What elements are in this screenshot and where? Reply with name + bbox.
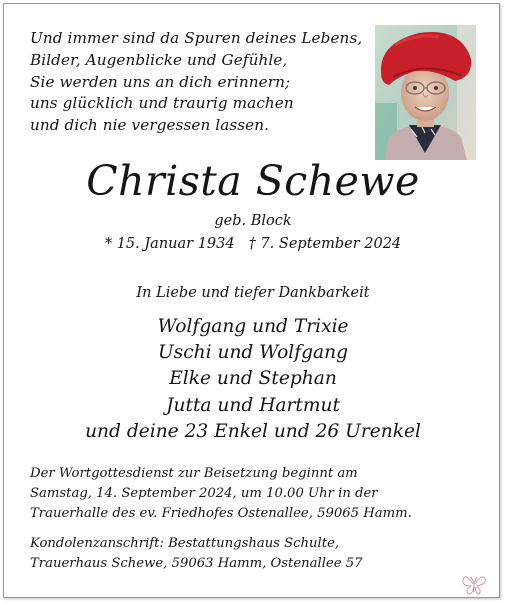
mourner-line: Uschi und Wolfgang	[158, 342, 348, 364]
poem	[30, 28, 362, 137]
poem-line: Bilder, Augenblicke und Gefühle,	[30, 50, 288, 69]
poem-line: Und immer sind da Spuren deines Lebens,	[30, 29, 363, 47]
condolence-line: Trauerhaus Schewe, 59063 Hamm, Ostenallee 57	[30, 556, 363, 571]
deceased-name: Christa Schewe	[86, 157, 420, 205]
service-line: Trauerhalle des ev. Friedhofes Ostenallee, 59065 Hamm.	[30, 506, 412, 521]
condolence-address	[30, 534, 363, 574]
mourner-line: Elke und Stephan	[169, 368, 337, 390]
death-date: † 7. September 2024	[248, 236, 402, 252]
mourner-line: und deine 23 Enkel und 26 Urenkel	[85, 420, 421, 442]
butterfly-icon	[459, 568, 489, 596]
service-line: Der Wortgottesdienst zur Beisetzung beginnt am	[30, 466, 358, 481]
portrait-photo	[375, 25, 476, 160]
life-dates	[0, 236, 506, 252]
dedication-line: In Liebe und tiefer Dankbarkeit	[136, 285, 370, 301]
birth-name: geb. Block	[214, 213, 292, 229]
mourners-list	[0, 314, 506, 445]
poem-line: uns glücklich und traurig machen	[30, 94, 294, 113]
service-notice	[30, 464, 412, 524]
service-line: Samstag, 14. September 2024, um 10.00 Uhr in der	[30, 486, 378, 501]
mourner-line: Jutta und Hartmut	[166, 394, 340, 416]
mourner-line: Wolfgang und Trixie	[157, 316, 349, 337]
poem-line: und dich nie vergessen lassen.	[30, 116, 270, 135]
condolence-line: Kondolenzanschrift: Bestattungshaus Schulte,	[30, 536, 340, 551]
poem-line: Sie werden uns an dich erinnern;	[30, 72, 291, 91]
birth-date: * 15. Januar 1934	[104, 236, 235, 252]
